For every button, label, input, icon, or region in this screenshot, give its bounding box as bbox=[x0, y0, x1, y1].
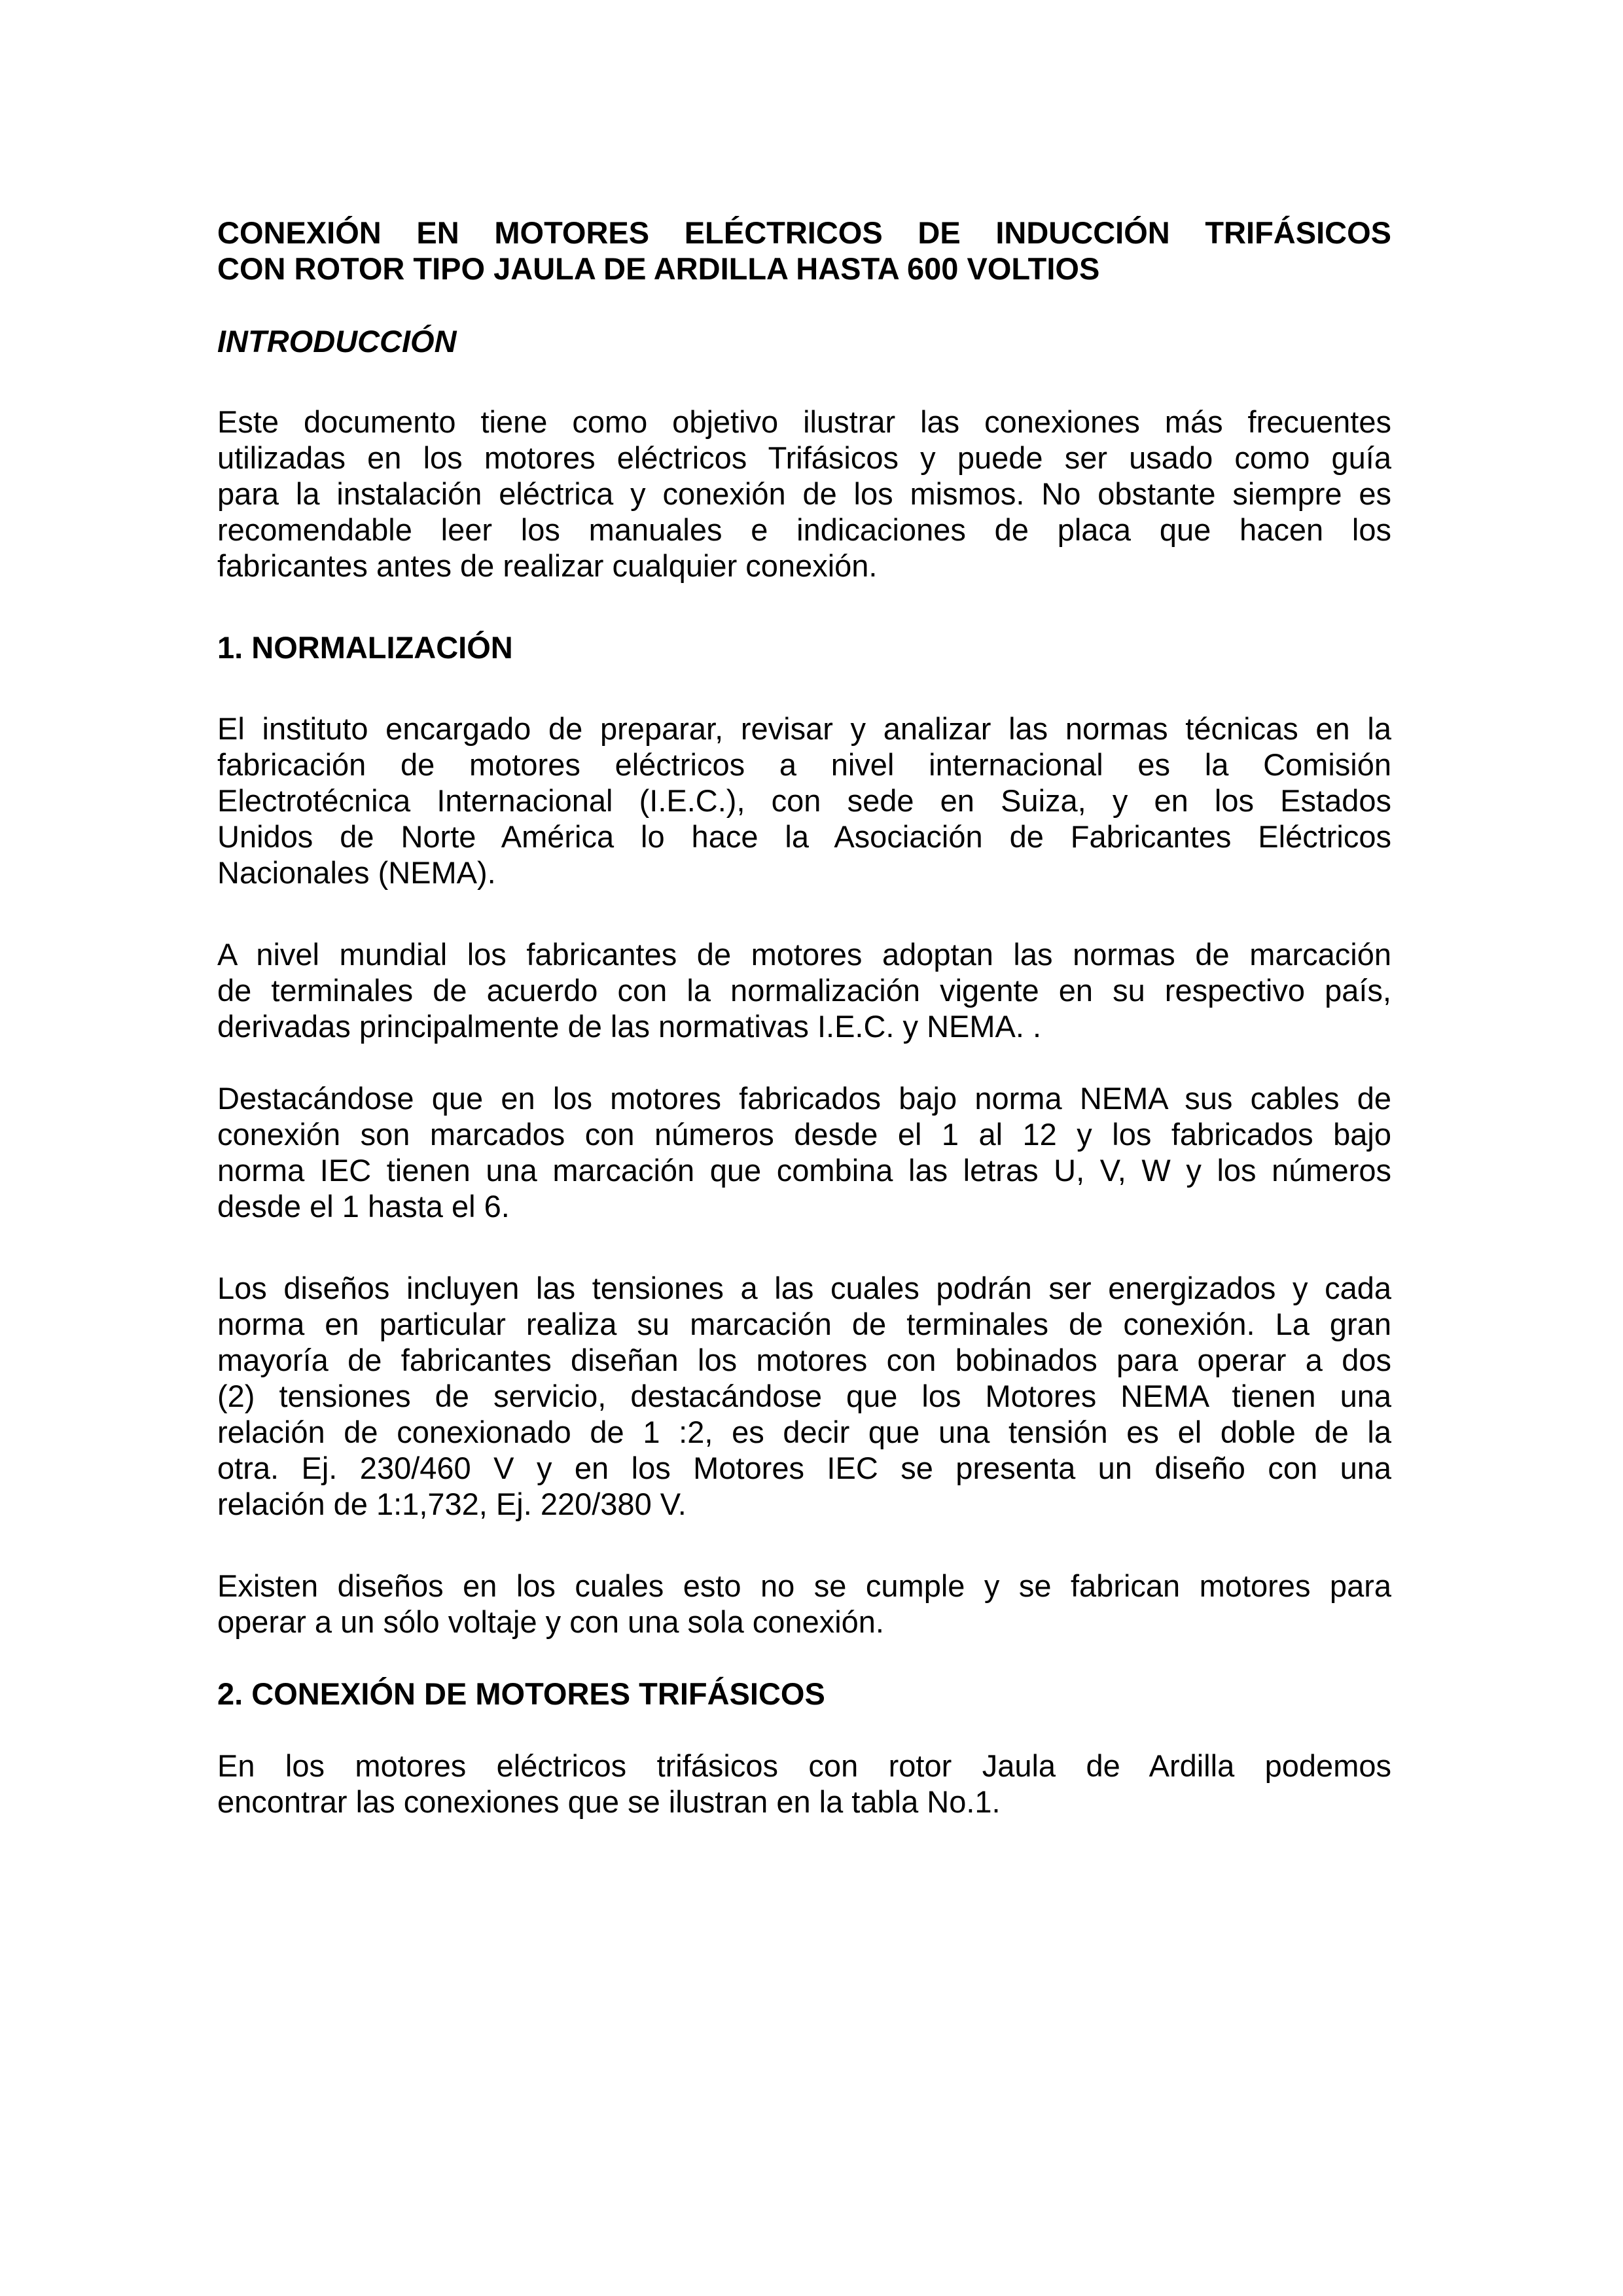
document-content bbox=[217, 215, 1391, 1820]
text-line: para la instalación eléctrica y conexión de los mismos. No obstante siempre es bbox=[217, 476, 1391, 511]
paragraph-motores-jaula bbox=[217, 1748, 1391, 1820]
text-line: fabricantes antes de realizar cualquier conexión. bbox=[217, 548, 878, 583]
paragraph-disenos bbox=[217, 1270, 1391, 1522]
document-title bbox=[217, 215, 1391, 287]
text-line: CON ROTOR TIPO JAULA DE ARDILLA HASTA 600 VOLTIOS bbox=[217, 251, 1100, 286]
text-line: Existen diseños en los cuales esto no se cumple y se fabrican motores para bbox=[217, 1568, 1391, 1603]
text-line: derivadas principalmente de las normativas I.E.C. y NEMA. . bbox=[217, 1009, 1042, 1044]
text-line: El instituto encargado de preparar, revisar y analizar las normas técnicas en la bbox=[217, 711, 1391, 746]
text-line: Electrotécnica Internacional (I.E.C.), con sede en Suiza, y en los Estados bbox=[217, 783, 1391, 818]
text-line: fabricación de motores eléctricos a nivel internacional es la Comisión bbox=[217, 747, 1391, 782]
text-line: relación de 1:1,732, Ej. 220/380 V. bbox=[217, 1487, 687, 1521]
text-line: Este documento tiene como objetivo ilustrar las conexiones más frecuentes bbox=[217, 404, 1391, 439]
text-line: mayoría de fabricantes diseñan los motores con bobinados para operar a dos bbox=[217, 1343, 1391, 1377]
text-line: A nivel mundial los fabricantes de motores adoptan las normas de marcación bbox=[217, 937, 1391, 972]
paragraph-existen-disenos bbox=[217, 1568, 1391, 1640]
text-line: Nacionales (NEMA). bbox=[217, 855, 496, 890]
section-heading-conexion-motores: 2. CONEXIÓN DE MOTORES TRIFÁSICOS bbox=[217, 1676, 825, 1711]
text-line: recomendable leer los manuales e indicaciones de placa que hacen los bbox=[217, 512, 1391, 547]
text-line: En los motores eléctricos trifásicos con rotor Jaula de Ardilla podemos bbox=[217, 1748, 1391, 1783]
text-line: otra. Ej. 230/460 V y en los Motores IEC se presenta un diseño con una bbox=[217, 1451, 1391, 1485]
text-line: encontrar las conexiones que se ilustran en la tabla No.1. bbox=[217, 1784, 1001, 1819]
text-line: Destacándose que en los motores fabricados bajo norma NEMA sus cables de bbox=[217, 1081, 1391, 1116]
paragraph-nivel-mundial bbox=[217, 936, 1391, 1044]
text-line: Unidos de Norte América lo hace la Asociación de Fabricantes Eléctricos bbox=[217, 819, 1391, 854]
section-heading-normalizacion: 1. NORMALIZACIÓN bbox=[217, 630, 513, 665]
text-line: norma IEC tienen una marcación que combina las letras U, V, W y los números bbox=[217, 1153, 1391, 1188]
text-line: conexión son marcados con números desde el 1 al 12 y los fabricados bajo bbox=[217, 1117, 1391, 1152]
text-line: desde el 1 hasta el 6. bbox=[217, 1189, 510, 1224]
section-heading-introduccion: INTRODUCCIÓN bbox=[217, 324, 457, 359]
paragraph-instituto bbox=[217, 711, 1391, 891]
paragraph-destacandose bbox=[217, 1080, 1391, 1224]
text-line: (2) tensiones de servicio, destacándose que los Motores NEMA tienen una bbox=[217, 1379, 1391, 1413]
text-line: relación de conexionado de 1 :2, es decir que una tensión es el doble de la bbox=[217, 1415, 1391, 1449]
text-line: Los diseños incluyen las tensiones a las cuales podrán ser energizados y cada bbox=[217, 1271, 1391, 1305]
text-line: CONEXIÓN EN MOTORES ELÉCTRICOS DE INDUCCIÓN TRIFÁSICOS bbox=[217, 215, 1391, 250]
text-line: utilizadas en los motores eléctricos Trifásicos y puede ser usado como guía bbox=[217, 440, 1391, 475]
text-line: operar a un sólo voltaje y con una sola conexión. bbox=[217, 1604, 884, 1639]
text-line: de terminales de acuerdo con la normalización vigente en su respectivo país, bbox=[217, 973, 1391, 1008]
text-line: norma en particular realiza su marcación de terminales de conexión. La gran bbox=[217, 1307, 1391, 1341]
intro-paragraph bbox=[217, 404, 1391, 584]
